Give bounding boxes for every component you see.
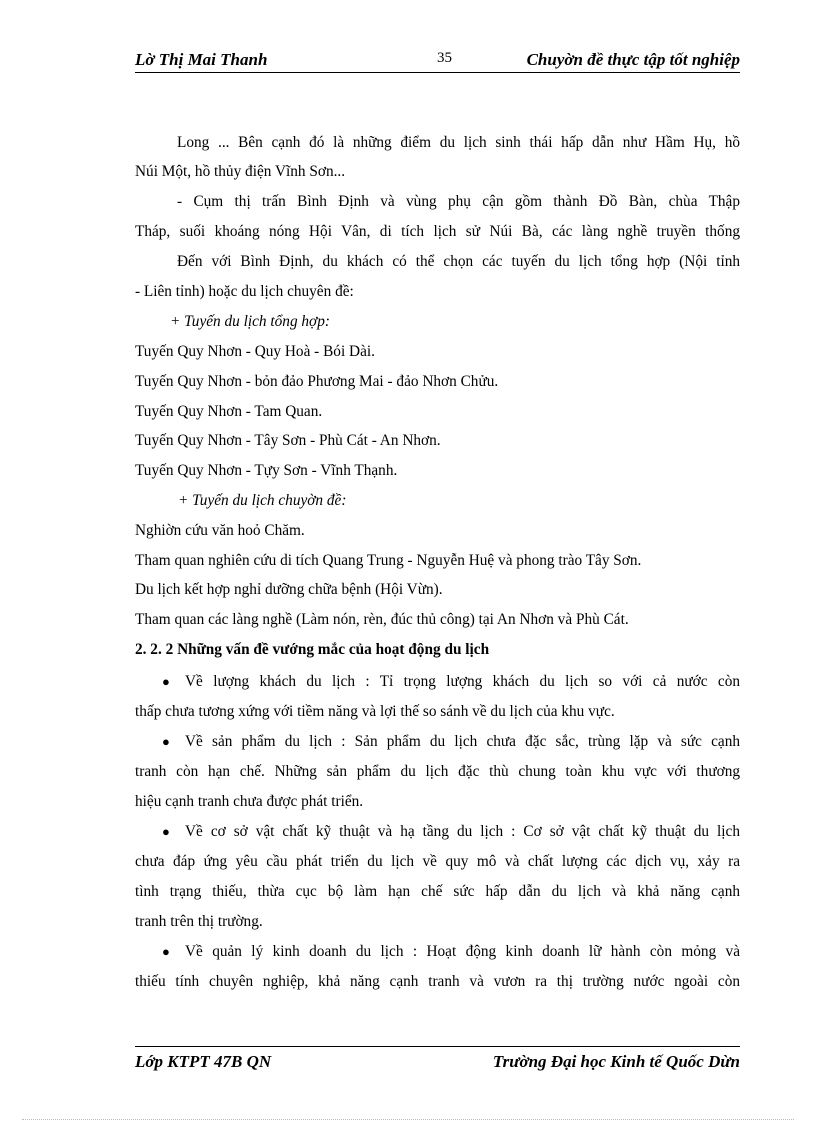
page-header (135, 48, 740, 73)
route-item: Tuyến Quy Nhơn - Tây Sơn - Phù Cát - An Nhơn. (135, 432, 441, 449)
paragraph-line: Long ... Bên cạnh đó là những điểm du lịch sinh thái hấp dẫn như Hầm Hụ, hồ (177, 134, 740, 151)
section-heading: 2. 2. 2 Những vấn đề vướng mắc của hoạt động du lịch (135, 641, 490, 658)
bullet-line: tranh trên thị trường. (135, 913, 263, 930)
footer-class: Lớp KTPT 47B QN (135, 1052, 272, 1071)
route-item: Tuyến Quy Nhơn - Quy Hoà - Bói Dài. (135, 343, 375, 360)
theme-item: Nghiờn cứu văn hoỏ Chăm. (135, 522, 305, 539)
paragraph-line: Núi Một, hồ thủy điện Vĩnh Sơn... (135, 163, 346, 180)
bullet-line: hiệu cạnh tranh chưa được phát triển. (135, 793, 364, 810)
header-author: Lờ Thị Mai Thanh (135, 50, 268, 69)
bullet-icon: ● (162, 734, 170, 749)
subheading-theme-routes: + Tuyến du lịch chuyờn đề: (178, 492, 347, 509)
paragraph-line: Đến với Bình Định, du khách có thể chọn các tuyến du lịch tổng hợp (Nội tỉnh (177, 253, 740, 270)
bullet-icon: ● (162, 944, 170, 959)
bullet-line: thấp chưa tương xứng với tiềm năng và lợi thế so sánh về du lịch của khu vực. (135, 703, 615, 720)
footer-school: Trường Đại học Kinh tế Quốc Dừn (492, 1052, 740, 1071)
bullet-icon: ● (162, 674, 170, 689)
bullet-icon: ● (162, 824, 170, 839)
bullet-line: chưa đáp ứng yêu cầu phát triển du lịch về quy mô và chất lượng các dịch vụ, xảy ra (135, 853, 740, 870)
header-title: Chuyờn đề thực tập tốt nghiệp (526, 50, 740, 69)
bullet-line: Về lượng khách du lịch : Tỉ trọng lượng khách du lịch so với cả nước còn (185, 673, 740, 690)
route-item: Tuyến Quy Nhơn - Tựy Sơn - Vĩnh Thạnh. (135, 462, 398, 479)
page-bottom-divider (22, 1119, 794, 1120)
paragraph-line: - Cụm thị trấn Bình Định và vùng phụ cận gồm thành Đồ Bàn, chùa Thập (177, 193, 740, 210)
route-item: Tuyến Quy Nhơn - bỏn đảo Phương Mai - đảo Nhơn Chửu. (135, 373, 499, 390)
page-number: 35 (437, 50, 452, 66)
page-footer (135, 1046, 740, 1077)
subheading-general-routes: + Tuyến du lịch tổng hợp: (170, 313, 330, 330)
paragraph-line: - Liên tỉnh) hoặc du lịch chuyên đề: (135, 283, 354, 300)
bullet-line: Về sản phẩm du lịch : Sản phẩm du lịch chưa đặc sắc, trùng lặp và sức cạnh (185, 733, 740, 750)
bullet-line: thiếu tính chuyên nghiệp, khả năng cạnh tranh và vươn ra thị trường nước ngoài còn (135, 973, 740, 990)
bullet-line: Về cơ sở vật chất kỹ thuật và hạ tầng du lịch : Cơ sở vật chất kỹ thuật du lịch (185, 823, 740, 840)
theme-item: Du lịch kết hợp nghỉ dưỡng chữa bệnh (Hội Vừn). (135, 581, 443, 598)
theme-item: Tham quan nghiên cứu di tích Quang Trung - Nguyễn Huệ và phong trào Tây Sơn. (135, 552, 642, 569)
bullet-line: tranh còn hạn chế. Những sản phẩm du lịch đặc thù chung toàn khu vực với thương (135, 763, 740, 780)
bullet-line: Về quản lý kinh doanh du lịch : Hoạt động kinh doanh lữ hành còn mỏng và (185, 943, 740, 960)
theme-item: Tham quan các làng nghề (Làm nón, rèn, đúc thủ công) tại An Nhơn và Phù Cát. (135, 611, 629, 628)
bullet-line: tình trạng thiếu, thừa cục bộ làm hạn chế sức hấp dẫn du lịch và khả năng cạnh (135, 883, 740, 900)
paragraph-line: Tháp, suối khoáng nóng Hội Vân, di tích lịch sử Núi Bà, các làng nghề truyền thống (135, 223, 740, 240)
route-item: Tuyến Quy Nhơn - Tam Quan. (135, 403, 323, 420)
